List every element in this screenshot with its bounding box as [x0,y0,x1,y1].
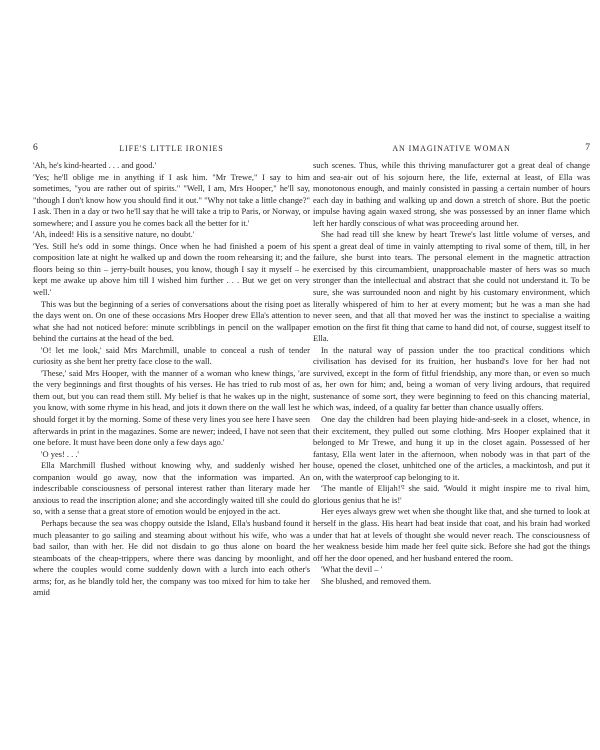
left-page [33,143,310,599]
page-text [313,160,590,587]
paragraph: 'Ah, he's kind-hearted . . . and good.' [33,160,157,170]
page-number: 7 [585,143,590,153]
paragraph: 'Yes. Still he's odd in some things. Once when he had finished a poem of his composition late at night he walked up and down the room rehearsing it; and the floors being so thin – jerry-built houses, you know, though I say it myself – he kept me awake up above him till I wished him further . . . But we get on very well.' [33,240,310,298]
running-head-right [313,143,590,155]
paragraph: 'The mantle of Elijah!'² she said. 'Would it might inspire me to rival him, glorious genius that he is!' [313,483,590,505]
page-text [33,160,310,599]
paragraph: This was but the beginning of a series of conversations about the rising poet as the days went on. On one of these occasions Mrs Hooper drew Ella's attention to what she had not noticed before: minute scribblings in pencil on the wallpaper behind the curtains at the head of the bed. [33,298,310,344]
running-title: LIFE'S LITTLE IRONIES [119,144,224,153]
paragraph: 'Yes; he'll oblige me in anything if I ask him. "Mr Trewe," I say to him sometimes, "you are rather out of spirits." "Well, I am, Mrs Hooper," he'll say, "though I don't know how you should find it out." "Why not take a little change?" I ask. Then in a day or two he'll say that he will take a trip to Paris, or Norway, or somewhere; and I assure you he comes back all the better for it.' [33,171,310,228]
paragraph: 'Ah, indeed! His is a sensitive nature, no doubt.' [33,229,195,240]
paragraph: 'These,' said Mrs Hooper, with the manner of a woman who knew things, 'are the very beginnings and first thoughts of his verses. He has tried to rub most of them out, but you can read them still. My belief is that he wakes up in the night, you know, with some rhyme in his head, and jots it down there on the wall lest he should forget it by the morning. Some of these very lines you see here I have seen afterwards in print in the magazines. Some are newer; indeed, I have not seen that one before. It must have been done only a few days ago.' [33,367,310,448]
paragraph: 'O yes! . . .' [41,448,79,459]
paragraph: She had read till she knew by heart Trewe's last little volume of verses, and spent a great deal of time in vainly attempting to rival some of them, till, in her failure, she burst into tears. The personal element in the magnetic attraction exercised by this circumambient, unapproachable master of hers was so much stronger than the intellectual and abstract that she could not understand it. To be sure, she was surrounded noon and night by his customary environment, which literally whispered of him to her at every moment; but he was a man she had never seen, and that all that moved her was the instinct to specialise a waiting emotion on the first fit thing that came to hand did not, of course, suggest itself to Ella. [313,229,590,344]
paragraph: Ella Marchmill flushed without knowing why, and suddenly wished her companion would go away, now that the information was imparted. An indescribable consciousness of personal interest rather than literary made her anxious to read the inscription alone; and she accordingly waited till she could do so, with a sense that a great store of emotion would be enjoyed in the act. [33,460,310,517]
paragraph: 'O! let me look,' said Mrs Marchmill, unable to conceal a rush of tender curiosity as she bent her pretty face close to the wall. [33,344,310,367]
paragraph: She blushed, and removed them. [321,575,432,586]
paragraph: In the natural way of passion under the too practical conditions which civilisation has devised for its fruition, her husband's love for her had not survived, except in the form of fitful friendship, any more than, or even so much as, her own for him; and, being a woman of very living ardours, that required sustenance of some sort, they were beginning to feed on this chancing material, which was, indeed, of a quality far better than chance usually offers. [313,344,590,413]
paragraph: such scenes. Thus, while this thriving manufacturer got a great deal of change and sea-air out of his sojourn here, the life, external at least, of Ella was monotonous enough, and mainly consisted in passing a certain number of hours each day in bathing and walking up and down a stretch of shore. But the poetic impulse having again waxed strong, she was possessed by an inner flame which left her hardly conscious of what was proceeding around her. [313,160,590,228]
page-number: 6 [33,143,38,153]
paragraph: 'What the devil – ' [321,564,383,575]
paragraph: One day the children had been playing hide-and-seek in a closet, whence, in their excitement, they pulled out some clothing. Mrs Hooper explained that it belonged to Mr Trewe, and hung it up in the closet again. Possessed of her fantasy, Ella went later in the afternoon, when nobody was in that part of the house, opened the closet, unhitched one of the articles, a mackintosh, and put it on, with the waterproof cap belonging to it. [313,414,590,482]
running-head-left [33,143,310,155]
paragraph: Her eyes always grew wet when she thought like that, and she turned to look at herself in the glass. His heart had beat inside that coat, and his brain had worked under that hat at levels of thought she would never reach. The consciousness of her weakness beside him made her feel quite sick. Before she had got the things off her the door opened, and her husband entered the room. [313,506,590,563]
right-page [313,143,590,587]
paragraph: Perhaps because the sea was choppy outside the Island, Ella's husband found it much pleasanter to go sailing and steaming about without his wife, who was a bad sailor, than with her. He did not disdain to go thus alone on board the steamboats of the cheap-trippers, where there was dancing by moonlight, and where the couples would come suddenly down with a lurch into each other's arms; for, as he blandly told her, the company was too mixed for him to take her amid [33,517,310,598]
running-title: AN IMAGINATIVE WOMAN [392,144,511,153]
